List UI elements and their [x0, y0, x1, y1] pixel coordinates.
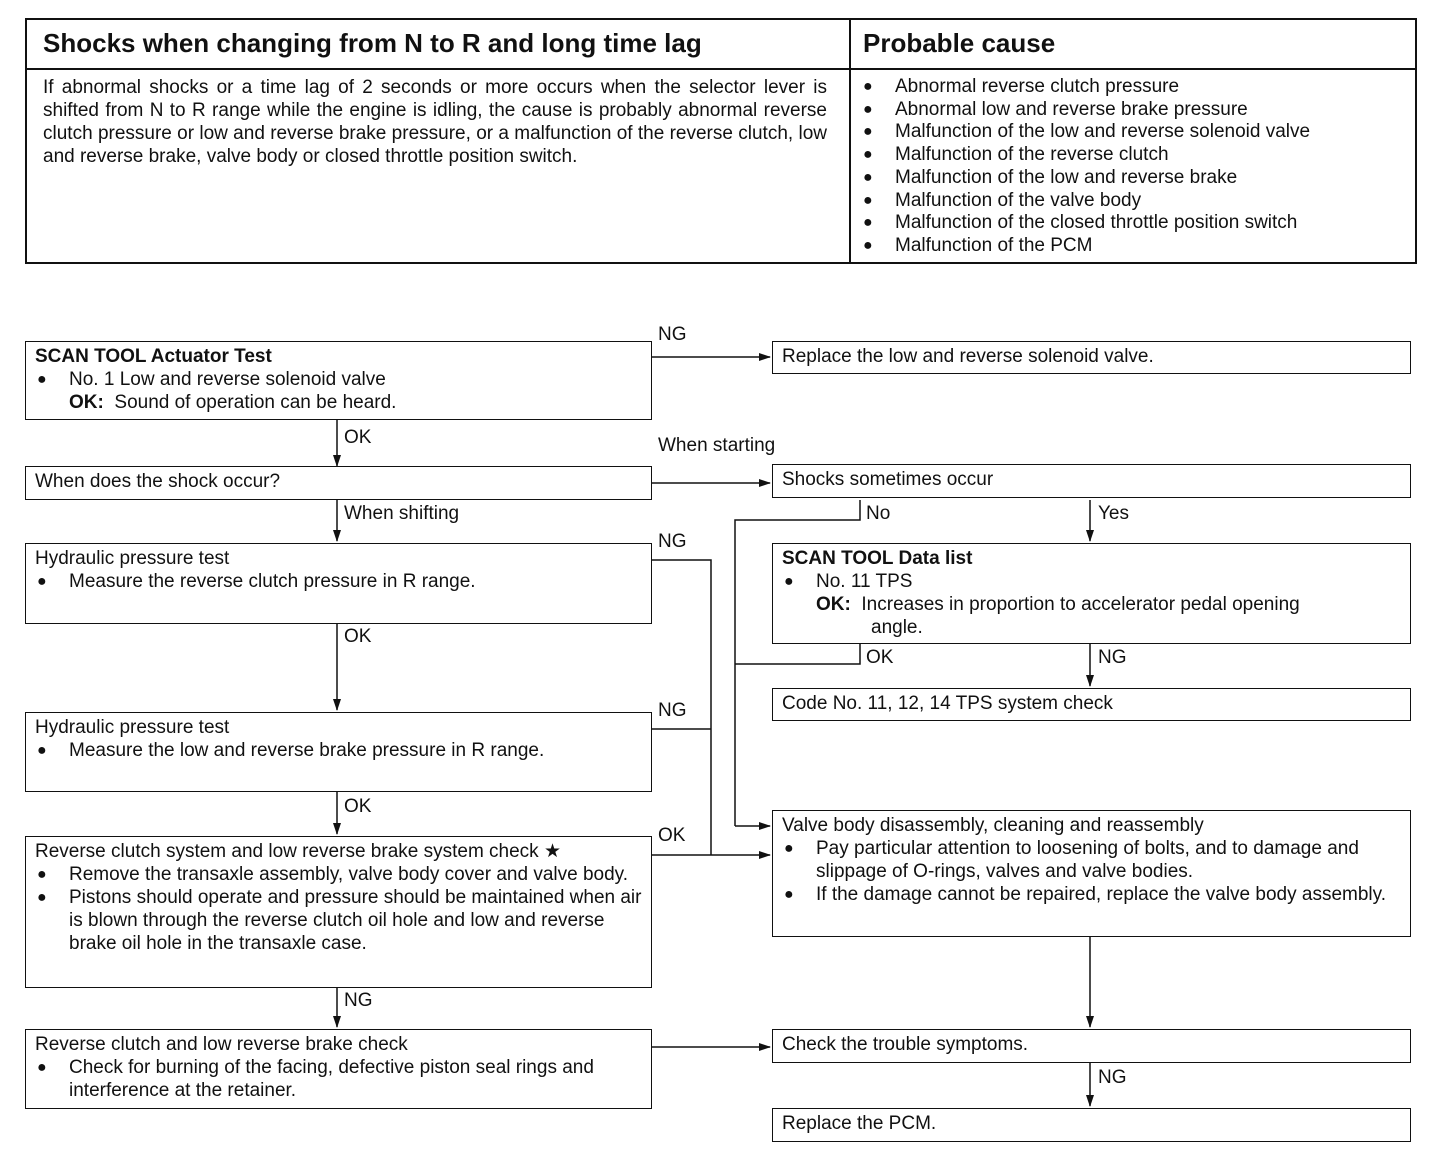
hydraulic-test-1-box	[25, 543, 652, 624]
cause-item: ● Malfunction of the reverse clutch	[861, 144, 1411, 167]
cause-title: Probable cause	[863, 28, 1056, 58]
label-yes: Yes	[1098, 503, 1129, 524]
ok-label: OK:	[816, 594, 851, 615]
ok-text: Increases in proportion to accelerator pedal opening	[861, 594, 1300, 615]
valve-body-box	[772, 810, 1411, 937]
label-ng: NG	[658, 531, 687, 552]
ok-text: Sound of operation can be heard.	[114, 392, 397, 413]
label-ng: NG	[658, 700, 687, 721]
data-list-box	[772, 543, 1411, 644]
valve-body-item: ● Pay particular attention to loosening of bolts, and to damage and slippage of O-rings, valves and valve bodies.	[782, 837, 1401, 883]
system-check-item: ● Pistons should operate and pressure should be maintained when air is blown through the reverse clutch oil hole and low and reverse brake oil hole in the transaxle case.	[35, 886, 642, 955]
label-ok: OK	[658, 825, 686, 846]
replace-pcm-text: Replace the PCM.	[782, 1113, 937, 1134]
symptom-description: If abnormal shocks or a time lag of 2 seconds or more occurs when the selector lever is shifted from N to R range while the engine is idling, the cause is probably abnormal reverse clutch pressure or low and reverse brake pressure, or a malfunction of the reverse clutch, low and reverse brake, valve body or closed throttle position switch.	[43, 77, 827, 167]
cause-item: ● Malfunction of the low and reverse brake	[861, 167, 1411, 190]
label-when-shifting: When shifting	[344, 503, 460, 524]
label-ok: OK	[344, 427, 372, 448]
valve-body-title: Valve body disassembly, cleaning and reassembly	[782, 815, 1204, 836]
tps-check-box	[772, 688, 1411, 721]
ok-label: OK:	[69, 392, 104, 413]
actuator-test-ok	[35, 391, 642, 414]
brake-check-box	[25, 1029, 652, 1109]
data-list-ok-cont: angle.	[871, 617, 923, 638]
cause-item: ● Malfunction of the valve body	[861, 190, 1411, 213]
label-ok: OK	[866, 647, 894, 668]
hydraulic-test-2-title: Hydraulic pressure test	[35, 717, 230, 738]
brake-check-item: ● Check for burning of the facing, defective piston seal rings and interference at the retainer.	[35, 1056, 642, 1102]
cause-item: ● Abnormal reverse clutch pressure	[861, 76, 1411, 99]
actuator-test-box	[25, 341, 652, 420]
trouble-symptoms-box	[772, 1029, 1411, 1063]
when-shock-box	[25, 466, 652, 500]
symptom-title: Shocks when changing from N to R and long time lag	[43, 28, 702, 58]
system-check-item: ● Remove the transaxle assembly, valve body cover and valve body.	[35, 863, 642, 886]
actuator-test-item: ● No. 1 Low and reverse solenoid valve	[35, 368, 642, 391]
hydraulic-test-2-item: ● Measure the low and reverse brake pressure in R range.	[35, 739, 642, 762]
data-list-ok	[782, 593, 1401, 616]
trouble-symptoms-text: Check the trouble symptoms.	[782, 1034, 1029, 1055]
data-list-item: ● No. 11 TPS	[782, 570, 1401, 593]
shocks-sometimes-text: Shocks sometimes occur	[782, 469, 994, 490]
tps-check-text: Code No. 11, 12, 14 TPS system check	[782, 693, 1113, 714]
replace-pcm-box	[772, 1108, 1411, 1142]
replace-solenoid-box	[772, 341, 1411, 374]
label-ok: OK	[344, 626, 372, 647]
label-ng: NG	[1098, 647, 1127, 668]
line-ok-datalist	[735, 644, 860, 664]
shocks-sometimes-box	[772, 464, 1411, 498]
actuator-test-title: SCAN TOOL Actuator Test	[35, 346, 272, 367]
hydraulic-test-1-title: Hydraulic pressure test	[35, 548, 230, 569]
valve-body-item: ● If the damage cannot be repaired, replace the valve body assembly.	[782, 883, 1401, 906]
hydraulic-test-2-box	[25, 712, 652, 792]
cause-item: ● Malfunction of the closed throttle position switch	[861, 212, 1411, 235]
system-check-box	[25, 836, 652, 988]
cause-item: ● Abnormal low and reverse brake pressure	[861, 99, 1411, 122]
cause-item: ● Malfunction of the PCM	[861, 235, 1411, 258]
brake-check-title: Reverse clutch and low reverse brake check	[35, 1034, 408, 1055]
label-ng: NG	[658, 324, 687, 345]
cause-item: ● Malfunction of the low and reverse solenoid valve	[861, 121, 1411, 144]
label-when-starting: When starting	[658, 435, 776, 456]
when-shock-text: When does the shock occur?	[35, 471, 281, 492]
label-ng: NG	[1098, 1067, 1127, 1088]
replace-solenoid-text: Replace the low and reverse solenoid valve.	[782, 346, 1154, 367]
data-list-title: SCAN TOOL Data list	[782, 548, 973, 569]
label-no: No	[866, 503, 891, 524]
label-ng: NG	[344, 990, 373, 1011]
label-ok: OK	[344, 796, 372, 817]
hydraulic-test-1-item: ● Measure the reverse clutch pressure in R range.	[35, 570, 642, 593]
system-check-title: Reverse clutch system and low reverse brake system check ★	[35, 841, 561, 862]
